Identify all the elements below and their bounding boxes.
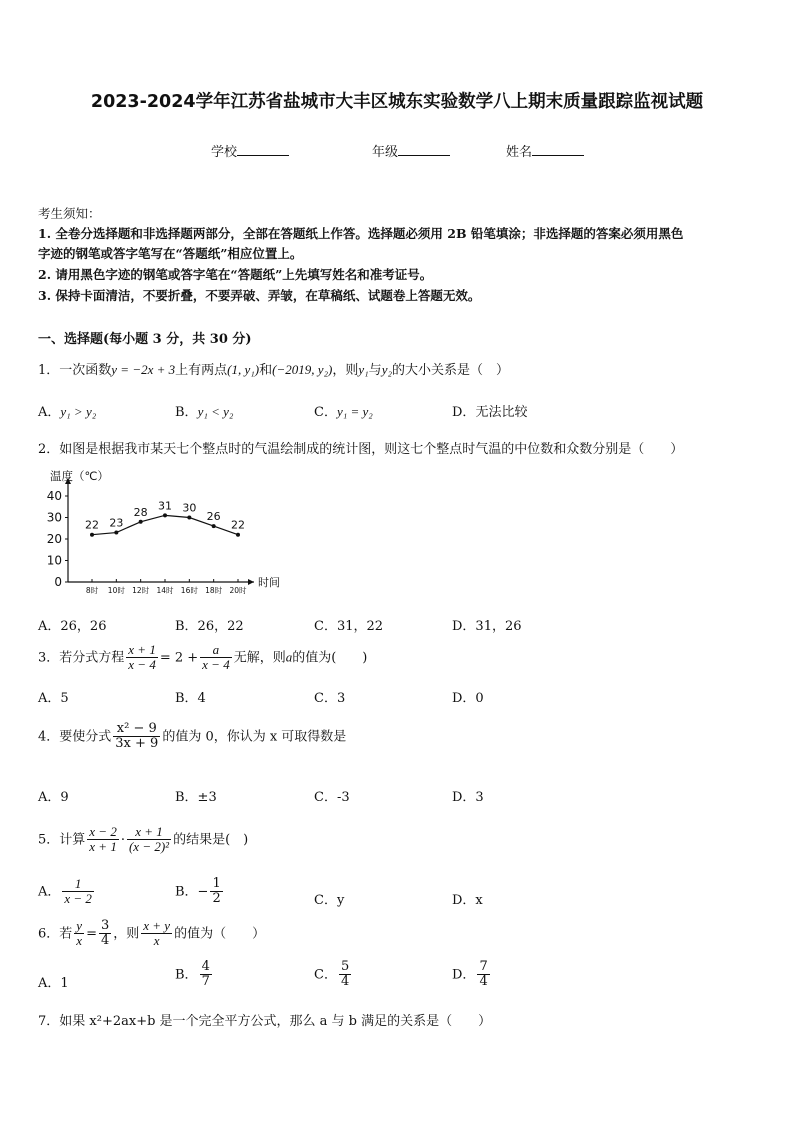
q5-option-a-fraction [62, 877, 94, 907]
temperature-line-chart [40, 462, 300, 598]
y-axis-label: 温度（℃） [50, 469, 109, 483]
x-tick-label: 10时 [107, 586, 125, 595]
q4-fraction [113, 722, 160, 752]
q6-eq: = [86, 926, 97, 942]
q3-left-numerator: x + 1 [128, 642, 156, 657]
y-tick-label: 0 [54, 575, 62, 589]
notice-item-2: 2. 请用黑色字迹的钢笔或答字笔在“答题纸”上先填写姓名和准考证号。 [38, 267, 433, 282]
x-axis-label: 时间 [258, 576, 280, 589]
data-label: 22 [85, 518, 99, 532]
data-label: 23 [109, 516, 124, 530]
q1-option-d[interactable] [452, 401, 527, 420]
x-tick-label: 8时 [85, 586, 99, 595]
data-label: 31 [158, 499, 172, 513]
q4-option-d[interactable]: D．3 [452, 790, 484, 805]
q5-numerator-2: x + 1 [127, 825, 171, 840]
notice-item-1-cont: 字迹的钢笔或答字笔写在“答题纸”相应位置上。 [38, 246, 303, 261]
grade-field[interactable] [372, 141, 450, 160]
data-point [139, 520, 143, 524]
q6-option-b-fraction [200, 960, 212, 990]
q4-option-b[interactable]: B．±3 [175, 790, 217, 805]
y-tick-label: 30 [46, 510, 62, 525]
q6-option-d-fraction [477, 960, 489, 990]
q6-option-b-letter: B． [175, 967, 198, 983]
q4-option-c[interactable]: C．-3 [314, 790, 350, 805]
q1-pre: 1．一次函数 [38, 363, 112, 378]
x-tick-label: 16时 [180, 586, 198, 595]
q6-option-c-numerator: 5 [340, 959, 350, 974]
q5-option-a-letter: A． [38, 884, 61, 900]
q6-option-d-letter: D． [452, 967, 476, 983]
q6-denominator-1: x [76, 933, 83, 949]
page-title: 2023-2024学年江苏省盐城市大丰区城东实验数学八上期末质量跟踪监视试题 [90, 92, 704, 112]
y-tick-label: 20 [46, 532, 62, 546]
q5-option-d[interactable]: D．x [452, 893, 483, 908]
q5-option-a-numerator: 1 [62, 877, 94, 892]
q1-end: 的大小关系是（ ） [391, 363, 509, 378]
q5-dot: · [120, 832, 125, 848]
q2-option-d[interactable]: D．31，26 [452, 619, 522, 634]
data-label: 22 [231, 518, 245, 532]
q5-fraction-2 [127, 825, 171, 855]
q1-point2: (−2019, y₂) [272, 362, 333, 377]
school-label: 学校 [211, 145, 238, 160]
q4-option-a[interactable]: A．9 [38, 790, 69, 805]
q6-option-a[interactable]: A．1 [38, 976, 69, 991]
data-point [187, 516, 191, 520]
q1-option-c-letter: C． [314, 405, 337, 420]
q5-option-c[interactable]: C．y [314, 893, 345, 908]
data-point [212, 524, 216, 528]
data-label: 30 [182, 501, 197, 515]
q5-numerator-1: x − 2 [89, 824, 117, 839]
q6-option-b-numerator: 4 [201, 959, 210, 974]
q3-option-d[interactable]: D．0 [452, 691, 484, 706]
q1-option-a-text: y₁ > y₂ [60, 404, 97, 419]
q3-left-fraction [126, 643, 158, 673]
data-label: 26 [206, 510, 221, 524]
q6-mid: ，则 [113, 926, 140, 942]
q6-numerator-3: x + y [143, 918, 171, 933]
q3-left-denominator: x − 4 [128, 657, 156, 673]
q6-option-c-denominator: 4 [340, 974, 350, 990]
q6-option-c[interactable] [314, 960, 353, 990]
q3-option-c[interactable]: C．3 [314, 691, 346, 706]
q6-numerator-2: 3 [100, 918, 110, 933]
q4-numerator: x² − 9 [113, 722, 160, 737]
question-4 [38, 722, 346, 752]
q3-option-b[interactable]: B．4 [175, 691, 206, 706]
data-point [163, 513, 167, 517]
name-field[interactable] [506, 141, 584, 160]
q3-end: 的值为( ) [292, 650, 368, 666]
grade-label: 年级 [372, 145, 399, 160]
name-blank[interactable] [532, 143, 584, 156]
x-tick-label: 12时 [132, 586, 150, 595]
q6-numerator-1: y [76, 918, 83, 933]
q1-option-b-text: y₁ < y₂ [197, 404, 234, 419]
y-tick-label: 40 [46, 489, 62, 503]
q3-pre: 3．若分式方程 [38, 650, 125, 666]
q3-eq: = 2 + [159, 650, 199, 666]
data-label: 28 [133, 505, 148, 519]
grade-blank[interactable] [398, 143, 450, 156]
notice-item-1: 1. 全卷分选择题和非选择题两部分，全部在答题纸上作答。选择题必须用 2B 铅笔填涂；非选择题的答案必须用黑色 [38, 226, 684, 241]
q2-option-c[interactable]: C．31，22 [314, 619, 384, 634]
q1-func: y = −2x + 3 [111, 362, 176, 377]
school-blank[interactable] [237, 143, 289, 156]
q1-option-d-text: 无法比较 [475, 405, 528, 420]
q6-denominator-3: x [153, 933, 160, 949]
q5-post: 的结果是( ) [173, 832, 249, 848]
q1-option-a[interactable] [38, 401, 96, 420]
q5-option-b-denominator: 2 [212, 891, 221, 907]
q6-option-b-denominator: 7 [201, 974, 210, 990]
q5-option-a-denominator: x − 2 [64, 891, 92, 907]
q6-pre: 6．若 [38, 926, 73, 942]
q5-option-b[interactable] [175, 877, 225, 907]
q1-option-d-letter: D． [452, 405, 476, 420]
q6-denominator-2: 4 [100, 933, 110, 949]
q5-denominator-1: x + 1 [89, 839, 117, 855]
q2-option-a[interactable]: A．26，26 [38, 619, 107, 634]
x-tick-label: 20时 [229, 586, 247, 595]
q6-option-c-fraction [339, 960, 351, 990]
q5-option-b-letter: B．− [175, 884, 209, 900]
q1-post: ，则 [332, 363, 359, 378]
notice-heading: 考生须知： [38, 206, 101, 221]
data-point [114, 531, 118, 535]
q3-right-fraction [200, 643, 232, 673]
q3-option-a[interactable]: A．5 [38, 691, 69, 706]
q5-option-a[interactable] [38, 877, 96, 907]
q1-option-c[interactable] [314, 401, 373, 420]
q6-option-d[interactable] [452, 960, 492, 990]
q4-denominator: 3x + 9 [115, 736, 159, 752]
question-1 [38, 359, 509, 378]
q1-option-c-text: y₁ = y₂ [336, 404, 373, 419]
name-label: 姓名 [506, 145, 533, 160]
question-2: 2．如图是根据我市某天七个整点时的气温绘制成的统计图，则这七个整点时气温的中位数和众数分别是（ ） [38, 442, 684, 457]
q1-point1: (1, y₁) [227, 362, 260, 377]
q3-right-denominator: x − 4 [202, 657, 230, 673]
q1-option-b-letter: B． [175, 405, 198, 420]
q6-option-b[interactable] [175, 960, 214, 990]
section-heading: 一、选择题(每小题 3 分，共 30 分) [38, 332, 252, 347]
question-6 [38, 919, 265, 949]
q5-denominator-2: (x − 2)² [128, 839, 170, 855]
q5-option-b-numerator: 1 [212, 876, 221, 891]
q1-and: 和 [259, 363, 273, 378]
q6-option-d-numerator: 7 [479, 959, 488, 974]
q6-fraction-3 [141, 919, 172, 949]
q3-var: a [285, 649, 293, 665]
x-axis-arrow [248, 579, 254, 585]
question-3 [38, 643, 367, 673]
q6-fraction-1 [74, 919, 84, 949]
y-tick-label: 10 [46, 553, 62, 568]
q5-fraction-1 [87, 825, 119, 855]
q1-option-b[interactable] [175, 401, 233, 420]
notice-item-3: 3. 保持卡面清洁，不要折叠，不要弄破、弄皱，在草稿纸、试题卷上答题无效。 [38, 288, 481, 303]
q2-option-b[interactable]: B．26，22 [175, 619, 244, 634]
q6-post: 的值为（ ） [174, 926, 266, 942]
q4-post: 的值为 0，你认为 x 可取得数是 [162, 729, 347, 745]
question-7: 7．如果 x²+2ax+b 是一个完全平方公式，那么 a 与 b 满足的关系是（ ） [38, 1014, 492, 1029]
q6-option-d-denominator: 4 [479, 974, 488, 990]
data-point [236, 533, 240, 537]
q3-right-numerator: a [200, 643, 232, 658]
q1-y2: y₂ [381, 362, 392, 377]
q6-fraction-2 [99, 919, 111, 949]
question-5 [38, 825, 248, 855]
school-field[interactable] [211, 141, 289, 160]
x-tick-label: 14时 [156, 586, 174, 595]
q5-pre: 5．计算 [38, 832, 86, 848]
q1-y1: y₁ [358, 362, 369, 377]
q1-option-a-letter: A． [38, 405, 61, 420]
q5-option-b-fraction [210, 877, 222, 907]
q4-pre: 4．要使分式 [38, 729, 112, 745]
q1-mid: 上有两点 [175, 363, 228, 378]
q3-post: 无解，则 [233, 650, 286, 666]
data-point [90, 533, 94, 537]
q6-option-c-letter: C． [314, 967, 337, 983]
q1-with: 与 [368, 363, 382, 378]
x-tick-label: 18时 [205, 586, 223, 595]
